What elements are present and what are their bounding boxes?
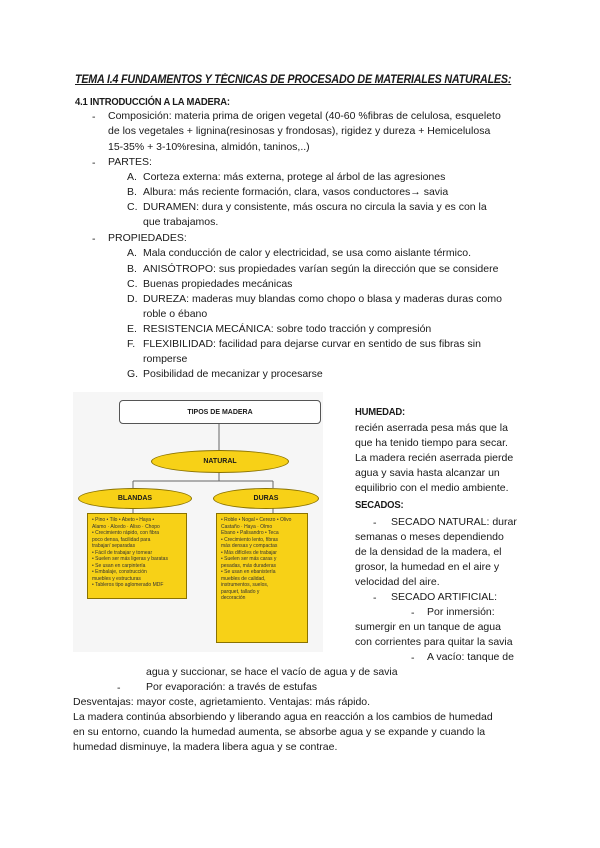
humedad-line: agua y savia hasta alcanzar un bbox=[355, 467, 500, 479]
bullet-dash: - bbox=[92, 111, 96, 123]
list-item: Posibilidad de mecanizar y procesarse bbox=[143, 368, 323, 380]
blandas-row: • Suelen ser más ligeras y baratas bbox=[92, 556, 168, 562]
list-item: Mala conducción de calor y electricidad, se usa como aislante térmico. bbox=[143, 247, 471, 259]
vacio-line: agua y succionar, se hace el vacío de agua y de savia bbox=[146, 666, 398, 678]
secado-natural-line: grosor, la humedad en el aire y bbox=[355, 561, 500, 573]
vacio: A vacío: tanque de bbox=[427, 651, 514, 663]
duras-row: • Se usan en ebanistería bbox=[221, 569, 276, 575]
secado-natural: SECADO NATURAL: durar bbox=[391, 516, 517, 528]
duras-node: DURAS bbox=[213, 488, 319, 509]
natural-node: NATURAL bbox=[151, 450, 289, 473]
duras-row: • Crecimiento lento, fibras bbox=[221, 536, 279, 543]
wood-types-diagram bbox=[73, 395, 318, 650]
blandas-row: • Crecimiento rápido, con fibra bbox=[92, 530, 160, 536]
list-letter: B. bbox=[127, 186, 137, 198]
duras-row: más densas y compactas bbox=[221, 543, 278, 549]
composicion-line: 15-35% + 3-10%resina, almidón, taninos,..) bbox=[108, 141, 310, 153]
list-item: ANISÓTROPO: sus propiedades varían según la dirección que se considere bbox=[143, 263, 499, 275]
blandas-row: • Embalaje, construcción bbox=[92, 569, 147, 575]
blandas-row: poco densa, facilidad para bbox=[92, 536, 151, 543]
secados-heading: SECADOS: bbox=[355, 499, 404, 511]
list-letter: B. bbox=[127, 263, 137, 275]
blandas-row: • Pino • Tilo • Abeto • Haya • bbox=[92, 517, 155, 523]
page-title: TEMA I.4 FUNDAMENTOS Y TÉCNICAS DE PROCESADO DE MATERIALES NATURALES: bbox=[75, 74, 512, 86]
list-item: Albura: más reciente formación, clara, vasos conductores→ savia bbox=[143, 186, 449, 198]
section-heading: 4.1 INTRODUCCIÓN A LA MADERA: bbox=[75, 96, 230, 108]
blandas-row: • Fácil de trabajar y tornear bbox=[92, 549, 153, 556]
blandas-node: BLANDAS bbox=[78, 488, 192, 509]
humedad-line: La madera recién aserrada pierde bbox=[355, 452, 514, 464]
duras-row: Ebano • Palisandro • Teca bbox=[221, 530, 279, 536]
bullet-dash: - bbox=[117, 682, 121, 694]
list-item: DURAMEN: dura y consistente, más oscura no circula la savia y es con la bbox=[143, 201, 487, 213]
final-line: humedad disminuye, la madera libera agua y se contrae. bbox=[73, 741, 338, 753]
duras-row: • Más difíciles de trabajar bbox=[221, 549, 277, 556]
blandas-row: • Tableros tipo aglomerado MDF bbox=[92, 582, 164, 588]
list-item: Corteza externa: más externa, protege al árbol de las agresiones bbox=[143, 171, 446, 183]
blandas-row: Álamo · Alcedo · Aliso · Chopo bbox=[92, 523, 160, 530]
list-letter: E. bbox=[127, 323, 137, 335]
bullet-dash: - bbox=[92, 233, 96, 245]
list-letter: C. bbox=[127, 278, 138, 290]
list-letter: C. bbox=[127, 201, 138, 213]
propiedades-label: PROPIEDADES: bbox=[108, 232, 187, 244]
duras-row: Castaño · Haya · Olmo bbox=[221, 523, 273, 530]
bullet-dash: - bbox=[92, 157, 96, 169]
duras-row: instrumentos, suelos, bbox=[221, 582, 269, 588]
evaporacion: Por evaporación: a través de estufas bbox=[146, 681, 318, 693]
humedad-line: equilibrio con el medio ambiente. bbox=[355, 482, 509, 494]
composicion-line: Composición: materia prima de origen vegetal (40-60 %fibras de celulosa, esqueleto bbox=[108, 110, 501, 122]
humedad-line: que ha tenido tiempo para secar. bbox=[355, 437, 508, 449]
list-item: roble o ébano bbox=[143, 308, 208, 320]
blandas-row: muebles y estructuras bbox=[92, 575, 141, 582]
bullet-dash: - bbox=[373, 517, 377, 529]
inmersion-line: sumergir en un tanque de agua bbox=[355, 621, 501, 633]
list-letter: A. bbox=[127, 247, 137, 259]
secado-natural-line: velocidad del aire. bbox=[355, 576, 440, 588]
inmersion: Por inmersión: bbox=[427, 606, 495, 618]
list-item: FLEXIBILIDAD: facilidad para dejarse curvar en sentido de sus fibras sin bbox=[143, 338, 481, 350]
humedad-line: recién aserrada pesa más que la bbox=[355, 422, 508, 434]
secado-natural-line: semanas o meses dependiendo bbox=[355, 531, 504, 543]
list-item: Buenas propiedades mecánicas bbox=[143, 278, 293, 290]
duras-row: decoración bbox=[221, 595, 246, 601]
blandas-row: • Se usan en carpintería bbox=[92, 562, 146, 569]
list-letter: G. bbox=[127, 368, 139, 380]
final-line: en su entorno, cuando la humedad aumenta, se absorbe agua y se expande y cuando la bbox=[73, 726, 486, 738]
desventajas: Desventajas: mayor coste, agrietamiento. Ventajas: más rápido. bbox=[73, 696, 371, 708]
duras-row: • Suelen ser más caras y bbox=[221, 556, 277, 562]
blandas-panel bbox=[87, 513, 187, 599]
duras-row: muebles de calidad, bbox=[221, 575, 266, 582]
duras-panel bbox=[216, 513, 308, 643]
final-line: La madera continúa absorbiendo y liberando agua en reacción a los cambios de humedad bbox=[73, 711, 493, 723]
list-item: que trabajamos. bbox=[143, 216, 219, 228]
humedad-heading: HUMEDAD: bbox=[355, 406, 406, 418]
list-item: RESISTENCIA MECÁNICA: sobre todo tracción y compresión bbox=[143, 323, 432, 335]
composicion-line: de los vegetales + lignina(resinosas y frondosas), rigidez y dureza + Hemicelulosa bbox=[108, 125, 491, 137]
bullet-dash: - bbox=[411, 607, 415, 619]
blandas-row: trabajar/ separadas bbox=[92, 543, 136, 549]
partes-label: PARTES: bbox=[108, 156, 152, 168]
bullet-dash: - bbox=[411, 652, 415, 664]
secado-artificial: SECADO ARTIFICIAL: bbox=[391, 591, 497, 603]
list-item: romperse bbox=[143, 353, 188, 365]
list-letter: F. bbox=[127, 338, 136, 350]
list-letter: D. bbox=[127, 293, 138, 305]
diagram-title-box: TIPOS DE MADERA bbox=[119, 400, 321, 424]
bullet-dash: - bbox=[373, 592, 377, 604]
inmersion-line: con corrientes para quitar la savia bbox=[355, 636, 513, 648]
list-item: DUREZA: maderas muy blandas como chopo o blasa y maderas duras como bbox=[143, 293, 502, 305]
secado-natural-line: de la densidad de la madera, el bbox=[355, 546, 502, 558]
duras-row: • Roble • Nogal • Cerezo • Olivo bbox=[221, 517, 292, 523]
duras-row: pesadas, más duraderas bbox=[221, 562, 277, 569]
list-letter: A. bbox=[127, 171, 137, 183]
duras-row: parquet, tallado y bbox=[221, 588, 260, 595]
